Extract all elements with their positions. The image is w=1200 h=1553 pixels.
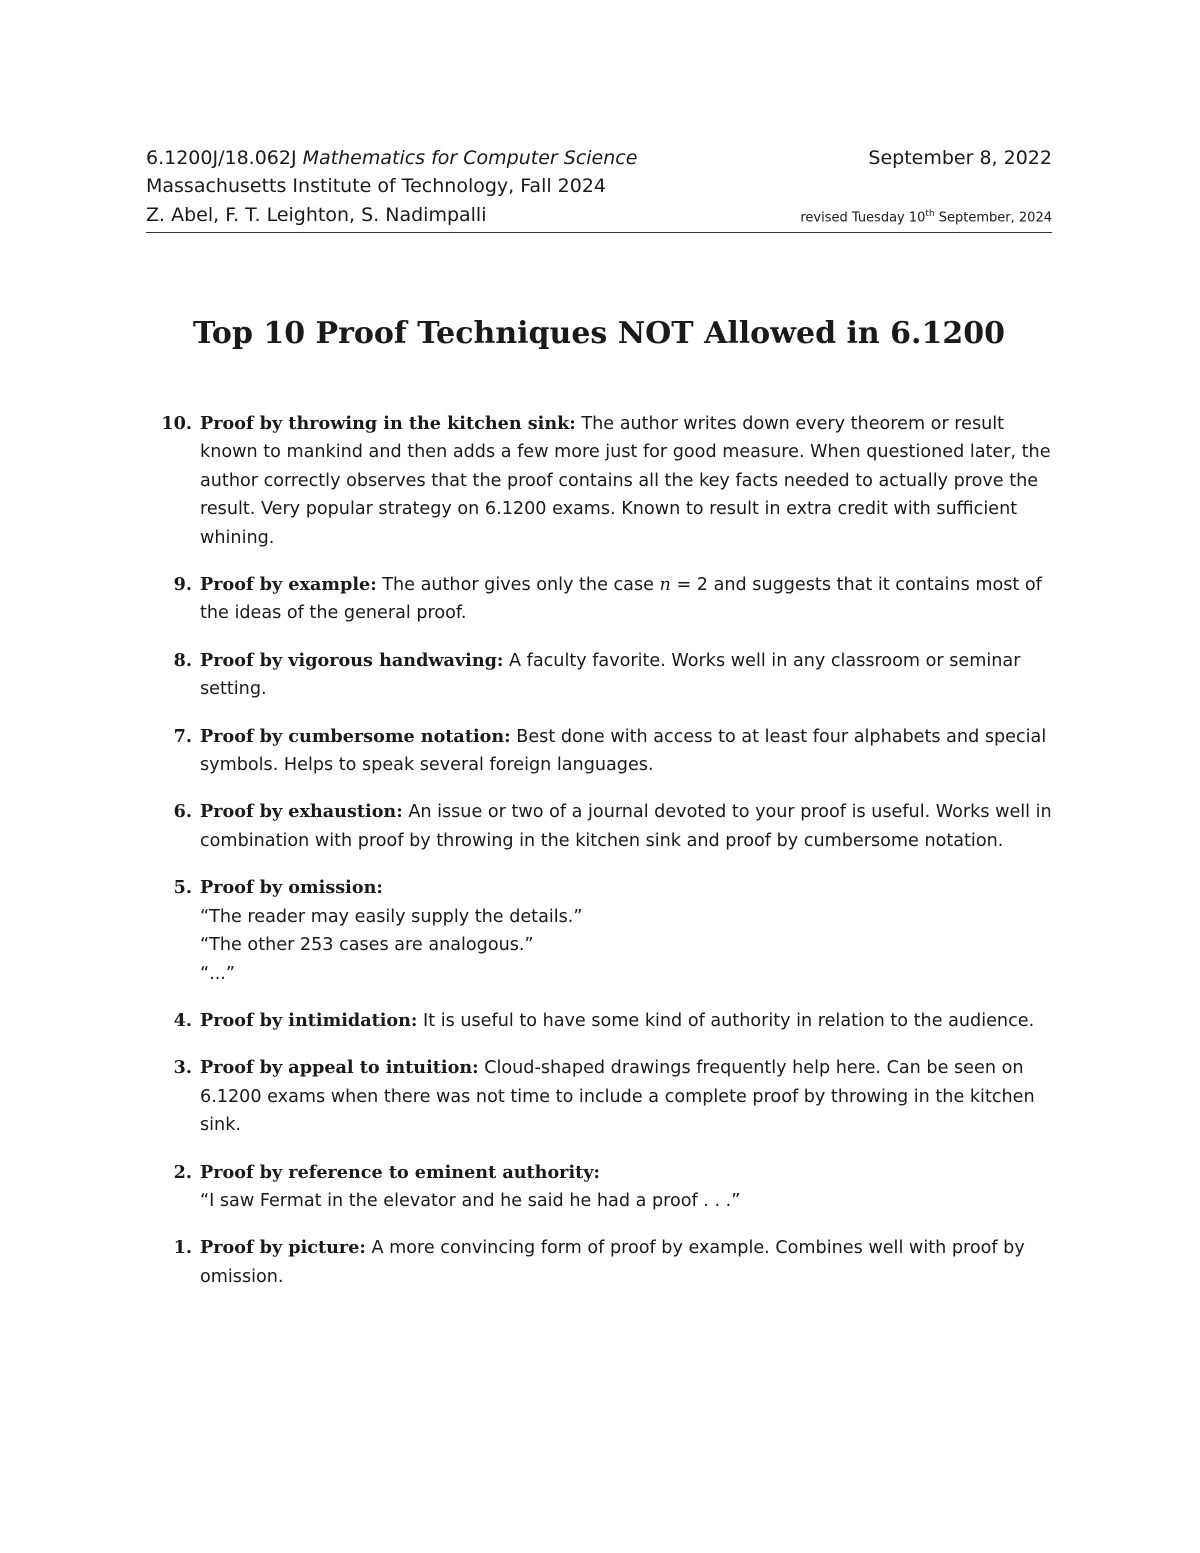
item-term: Proof by reference to eminent authority:	[200, 1161, 600, 1183]
list-item	[146, 1007, 1060, 1035]
document-header	[146, 144, 1052, 228]
item-term: Proof by intimidation:	[200, 1009, 418, 1031]
item-term: Proof by cumbersome notation:	[200, 725, 511, 747]
item-text-after: = 2 and suggests that it contains most of the ideas of the general proof.	[200, 575, 1042, 624]
revised-suffix: September, 2024	[934, 210, 1052, 226]
item-text: A faculty favorite. Works well in any classroom or seminar setting.	[200, 650, 1021, 700]
list-item	[146, 874, 1060, 988]
item-number: 1.	[173, 1237, 192, 1259]
item-term: Proof by picture:	[200, 1237, 366, 1259]
list-item	[146, 571, 1060, 628]
item-number: 2.	[173, 1161, 192, 1183]
header-rule	[146, 232, 1052, 233]
course-title: Mathematics for Computer Science	[302, 147, 638, 169]
item-text: It is useful to have some kind of authority in relation to the audience.	[423, 1010, 1035, 1031]
header-row-2	[146, 172, 1052, 200]
math-variable: n	[659, 575, 671, 596]
item-term: Proof by omission:	[200, 877, 383, 899]
item-text-before: The author gives only the case	[382, 575, 654, 596]
institution: Massachusetts Institute of Technology, Fall 2024	[146, 175, 607, 197]
item-quote: “The other 253 cases are analogous.”	[200, 935, 534, 956]
header-row-3	[146, 200, 1052, 228]
header-row-1	[146, 144, 1052, 172]
item-number: 5.	[173, 877, 192, 899]
item-term: Proof by example:	[200, 574, 377, 596]
document-title: Top 10 Proof Techniques NOT Allowed in 6.1200	[193, 316, 1005, 351]
item-term: Proof by throwing in the kitchen sink:	[200, 413, 576, 434]
item-quote: “The reader may easily supply the details.”	[200, 906, 583, 927]
list-item	[146, 1159, 1060, 1216]
item-quote: “...”	[200, 963, 236, 984]
item-term: Proof by vigorous handwaving:	[200, 649, 504, 671]
course-code: 6.1200J/18.062J	[146, 147, 297, 169]
list-item	[146, 647, 1060, 704]
item-term: Proof by exhaustion:	[200, 801, 403, 823]
item-number: 10.	[161, 413, 192, 434]
list-item	[146, 1054, 1060, 1139]
item-number: 6.	[173, 801, 192, 823]
item-number: 9.	[173, 574, 192, 596]
authors: Z. Abel, F. T. Leighton, S. Nadimpalli	[146, 204, 487, 227]
course-line	[146, 144, 637, 172]
list-item	[146, 798, 1060, 855]
item-text: An issue or two of a journal devoted to your proof is useful. Works well in combination with proof by throwing in the kitchen sink and proof by cumbersome notation.	[200, 802, 1052, 851]
item-text: Cloud-shaped drawings frequently help here. Can be seen on 6.1200 exams when there was not time to include a complete proof by throwing in the kitchen sink.	[200, 1058, 1035, 1136]
item-number: 4.	[173, 1009, 192, 1031]
revised-prefix: revised Tuesday 10	[800, 210, 926, 226]
list-item	[146, 410, 1060, 552]
header-date: September 8, 2022	[868, 147, 1052, 169]
item-number: 3.	[173, 1057, 192, 1079]
item-quote: “I saw Fermat in the elevator and he said he had a proof . . .”	[200, 1190, 741, 1211]
item-number: 7.	[173, 725, 192, 747]
item-text: Best done with access to at least four alphabets and special symbols. Helps to speak several foreign languages.	[200, 726, 1047, 776]
list-item	[146, 723, 1060, 780]
item-text: A more convincing form of proof by example. Combines well with proof by omission.	[200, 1238, 1025, 1287]
proof-techniques-list	[146, 410, 1060, 1310]
item-term: Proof by appeal to intuition:	[200, 1057, 479, 1079]
revised-date	[800, 200, 1052, 232]
list-item	[146, 1234, 1060, 1291]
item-number: 8.	[173, 649, 192, 671]
item-text: The author writes down every theorem or result known to mankind and then adds a few more just for good measure. When questioned later, the author correctly observes that the proof contains all the key facts needed to actually prove the result. Very popular strategy on 6.1200 exams. Known to result in extra credit with sufficient whining.	[200, 414, 1051, 548]
revised-sup: th	[925, 209, 935, 219]
